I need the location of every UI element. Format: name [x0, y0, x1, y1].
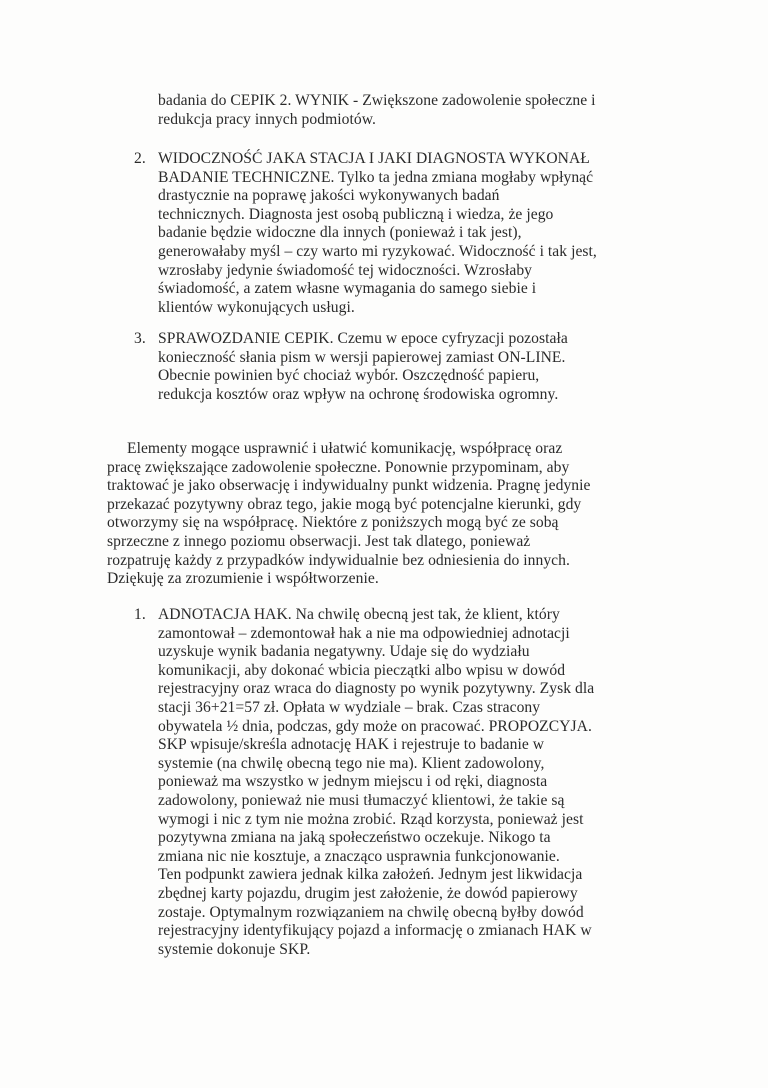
text-line: rejestracyjny oraz wraca do diagnosty po wynik pozytywny. Zysk dla [158, 680, 595, 698]
intro-paragraph [107, 440, 672, 589]
text-line: traktować je jako obserwację i indywidualny punkt widzenia. Pragnę jedynie [107, 477, 591, 495]
text-line: SKP wpisuje/skreśla adnotację HAK i rejestruje to badanie w [158, 736, 545, 754]
text-line: badania do CEPIK 2. WYNIK - Zwiększone zadowolenie społeczne i [158, 92, 596, 109]
text-line: zbędnej karty pojazdu, drugim jest założenie, że dowód papierowy [158, 884, 578, 902]
text-line: ponieważ ma wszystko w jednym miejscu i od ręki, diagnosta [158, 773, 548, 791]
text-line: SPRAWOZDANIE CEPIK. Czemu w epoce cyfryzacji pozostała [158, 330, 568, 347]
text-line: otworzymy się na współpracę. Niektóre z poniższych mogą być ze sobą [107, 514, 559, 532]
text-line: zmiana nic nie kosztuje, a znacząco usprawnia funkcjonowanie. [158, 847, 560, 865]
continuation-paragraph [158, 92, 678, 129]
list-number: 1. [134, 606, 146, 623]
list-item-text [158, 606, 678, 959]
text-line: generowałaby myśl – czy warto mi ryzykować. Widoczność i tak jest, [158, 242, 597, 260]
text-line: systemie (na chwilę obecną tego nie ma). Klient zadowolony, [158, 754, 545, 772]
text-line: pozytywna zmiana na jaką społeczeństwo oczekuje. Nikogo ta [158, 829, 551, 847]
text-line: technicznych. Diagnosta jest osobą publiczną i wiedza, że jego [158, 205, 554, 223]
text-line: konieczność słania pism w wersji papierowej zamiast ON-LINE. [158, 348, 566, 366]
text-line: Obecnie powinien być chociaż wybór. Oszczędność papieru, [158, 367, 540, 385]
text-line: wzrosłaby jedynie świadomość tej widoczności. Wzrosłaby [158, 261, 533, 279]
text-line: rejestracyjny identyfikujący pojazd a informację o zmianach HAK w [158, 922, 592, 940]
text-line: Dziękuję za zrozumienie i współtworzenie. [107, 570, 379, 588]
text-line: zamontował – zdemontował hak a nie ma odpowiedniej adnotacji [158, 624, 570, 642]
text-line: systemie dokonuje SKP. [158, 940, 311, 958]
list-item-text [158, 150, 678, 317]
text-line: uzyskuje wynik badania negatywny. Udaje się do wydziału [158, 643, 530, 661]
text-line: obywatela ½ dnia, podczas, gdy może on pracować. PROPOZCYJA. [158, 717, 592, 735]
list-item-text [158, 330, 678, 404]
text-line: Elementy mogące usprawnić i ułatwić komunikację, współpracę oraz [127, 440, 563, 457]
text-line: stacji 36+21=57 zł. Opłata w wydziale – brak. Czas stracony [158, 698, 541, 716]
text-line: ADNOTACJA HAK. Na chwilę obecną jest tak, że klient, który [158, 606, 560, 623]
text-line: zadowolony, ponieważ nie musi tłumaczyć klientowi, że takie są [158, 791, 565, 809]
text-line: klientów wykonujących usługi. [158, 298, 355, 316]
text-line: redukcja pracy innych podmiotów. [158, 110, 376, 128]
list-number: 3. [134, 330, 146, 347]
text-line: Ten podpunkt zawiera jednak kilka założeń. Jednym jest likwidacja [158, 866, 583, 884]
text-line: komunikacji, aby dokonać wbicia pieczątki albo wpisu w dowód [158, 661, 566, 679]
text-line: rozpatruję każdy z przypadków indywidualnie bez odniesienia do innych. [107, 551, 570, 569]
text-line: badanie będzie widoczne dla innych (ponieważ i tak jest), [158, 224, 522, 242]
text-line: drastycznie na poprawę jakości wykonywanych badań [158, 187, 500, 205]
text-line: BADANIE TECHNICZNE. Tylko ta jedna zmiana mogłaby wpłynąć [158, 168, 594, 186]
text-line: przekazać pozytywny obraz tego, jakie mogą być potencjalne kierunki, gdy [107, 495, 582, 513]
text-line: wymogi i nic z tym nie można zrobić. Rząd korzysta, ponieważ jest [158, 810, 584, 828]
text-line: sprzeczne z innego poziomu obserwacji. Jest tak dlatego, ponieważ [107, 532, 531, 550]
text-line: pracę zwiększające zadowolenie społeczne. Ponownie przypominam, aby [107, 458, 570, 476]
text-line: WIDOCZNOŚĆ JAKA STACJA I JAKI DIAGNOSTA WYKONAŁ [158, 150, 590, 167]
text-line: zostaje. Optymalnym rozwiązaniem na chwilę obecną byłby dowód [158, 903, 584, 921]
list-number: 2. [134, 150, 146, 167]
text-line: świadomość, a zatem własne wymagania do samego siebie i [158, 280, 537, 298]
text-line: redukcja kosztów oraz wpływ na ochronę środowiska ogromny. [158, 385, 559, 403]
